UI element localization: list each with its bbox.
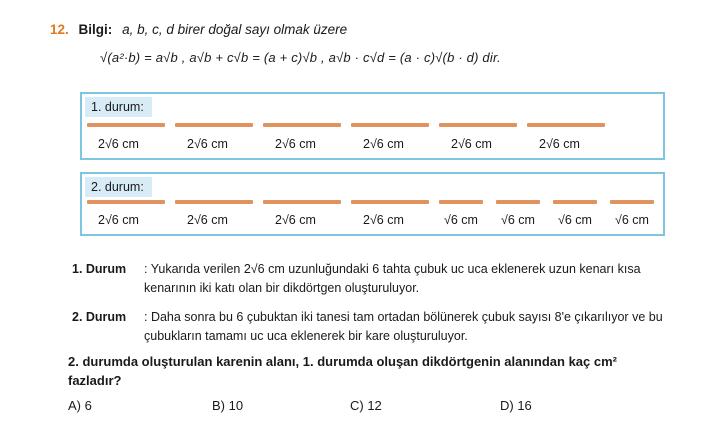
case2-stick-4 [351,200,429,204]
case2-stick-label-5: √6 cm [444,213,478,227]
case2-stick-label-2: 2√6 cm [187,213,228,227]
case1-label: 1. durum: [85,97,152,117]
case2-stick-6 [496,200,540,204]
case1-stick-6 [527,123,605,127]
case2-stick-label-7: √6 cm [558,213,592,227]
case1-stick-label-4: 2√6 cm [363,137,404,151]
radical-rules-formula: √(a²·b) = a√b , a√b + c√b = (a + c)√b , a√b · c√d = (a · c)√(b · d) dir. [100,50,501,65]
case1-stick-label-6: 2√6 cm [539,137,580,151]
case2-stick-label-4: 2√6 cm [363,213,404,227]
case2-label: 2. durum: [85,177,152,197]
case1-stick-label-5: 2√6 cm [451,137,492,151]
case1-stick-2 [175,123,253,127]
case1-stick-5 [439,123,517,127]
case2-stick-label-6: √6 cm [501,213,535,227]
option-d[interactable]: D) 16 [500,398,532,413]
case1-stick-3 [263,123,341,127]
case2-stick-3 [263,200,341,204]
option-b[interactable]: B) 10 [212,398,244,413]
question-number: 12. [50,22,69,37]
durum1-name: 1. Durum [72,262,127,276]
option-a[interactable]: A) 6 [68,398,92,413]
case1-stick-1 [87,123,165,127]
option-c[interactable]: C) 12 [350,398,382,413]
durum2-text: : Daha sonra bu 6 çubuktan iki tanesi tam ortadan bölünerek çubuk sayısı 8'e çıkarılıyor ve bu çubukların tamamı uc uca eklenerek bir kare oluşturuluyor. [144,310,663,343]
question-prompt: 2. durumda oluşturulan karenin alanı, 1. durumda oluşan dikdörtgenin alanından kaç cm² fazladır? [68,354,617,388]
durum2-description [72,308,663,343]
case2-stick-5 [439,200,483,204]
case1-stick-label-1: 2√6 cm [98,137,139,151]
question-header [50,22,347,37]
case2-stick-label-3: 2√6 cm [275,213,316,227]
case2-stick-1 [87,200,165,204]
durum1-description [72,260,641,295]
case1-stick-label-2: 2√6 cm [187,137,228,151]
info-label: Bilgi: [78,22,113,37]
case2-box [80,172,665,236]
case2-stick-label-8: √6 cm [615,213,649,227]
case2-stick-7 [553,200,597,204]
case2-stick-8 [610,200,654,204]
case1-stick-4 [351,123,429,127]
info-text: a, b, c, d birer doğal sayı olmak üzere [122,22,348,37]
durum2-name: 2. Durum [72,310,127,324]
case1-box [80,92,665,160]
durum1-text: : Yukarıda verilen 2√6 cm uzunluğundaki 6 tahta çubuk uc uca eklenerek uzun kenarı kısa kenarının iki katı olan bir dikdörtgen oluşturuluyor. [144,262,641,295]
case2-stick-label-1: 2√6 cm [98,213,139,227]
case2-stick-2 [175,200,253,204]
case1-stick-label-3: 2√6 cm [275,137,316,151]
